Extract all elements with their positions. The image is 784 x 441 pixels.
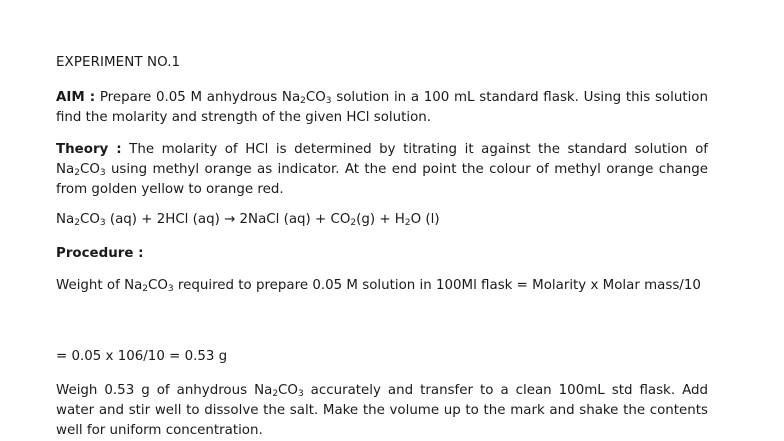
weight-subscript: 2 bbox=[142, 284, 149, 294]
aim-text: solution in a 100 mL standard flask. Using this solution find the molarity and strength of the given HCl solution. bbox=[56, 90, 708, 125]
aim-subscript: 3 bbox=[325, 96, 332, 106]
aim-paragraph bbox=[56, 88, 708, 128]
equation-subscript: 2 bbox=[404, 218, 411, 228]
aim-subscript: 2 bbox=[300, 96, 306, 106]
equation-subscript: 2 bbox=[74, 218, 80, 228]
equation-subscript: 3 bbox=[99, 218, 106, 228]
method-subscript: 2 bbox=[272, 389, 279, 399]
equation-part: (aq) + 2HCl (aq) → 2NaCl (aq) + CO bbox=[105, 212, 351, 227]
chemical-equation bbox=[56, 210, 708, 230]
aim-text: Prepare 0.05 M anhydrous Na bbox=[95, 90, 301, 105]
weight-text: Weight of Na bbox=[56, 278, 143, 293]
theory-text: The molarity of HCl is determined by titrating it against the standard solution of Na bbox=[56, 142, 708, 177]
method-subscript: 3 bbox=[297, 389, 304, 399]
theory-subscript: 2 bbox=[74, 168, 80, 178]
theory-subscript: 3 bbox=[99, 168, 106, 178]
theory-text: CO bbox=[79, 162, 100, 177]
theory-label: Theory : bbox=[56, 142, 122, 157]
calculation-result: = 0.05 x 106/10 = 0.53 g bbox=[56, 349, 228, 364]
method-paragraph bbox=[56, 381, 708, 441]
equation-part: (g) + H bbox=[356, 212, 405, 227]
equation-part: O (l) bbox=[410, 212, 440, 227]
experiment-title: EXPERIMENT NO.1 bbox=[56, 55, 181, 70]
theory-paragraph bbox=[56, 140, 708, 200]
weight-text: CO bbox=[148, 278, 168, 293]
procedure-heading bbox=[56, 244, 708, 264]
method-text: Weigh 0.53 g of anhydrous Na bbox=[56, 383, 273, 398]
method-text: CO bbox=[278, 383, 298, 398]
theory-text: using methyl orange as indicator. At the end point the colour of methyl orange change from golden yellow to orange red. bbox=[56, 162, 708, 197]
weight-text: required to prepare 0.05 M solution in 100Ml flask = Molarity x Molar mass/10 bbox=[173, 278, 701, 293]
equation-part: CO bbox=[79, 212, 100, 227]
weight-subscript: 3 bbox=[167, 284, 174, 294]
procedure-label: Procedure : bbox=[56, 246, 144, 261]
method-text: accurately and transfer to a clean 100mL std flask. Add water and stir well to dissolve the salt. Make the volume up to the mark and shake the contents well for uniform concentration. bbox=[56, 383, 708, 438]
equation-part: Na bbox=[56, 212, 75, 227]
aim-text: CO bbox=[305, 90, 326, 105]
equation-subscript: 2 bbox=[350, 218, 357, 228]
aim-label: AIM : bbox=[56, 90, 96, 105]
weight-paragraph bbox=[56, 276, 708, 296]
